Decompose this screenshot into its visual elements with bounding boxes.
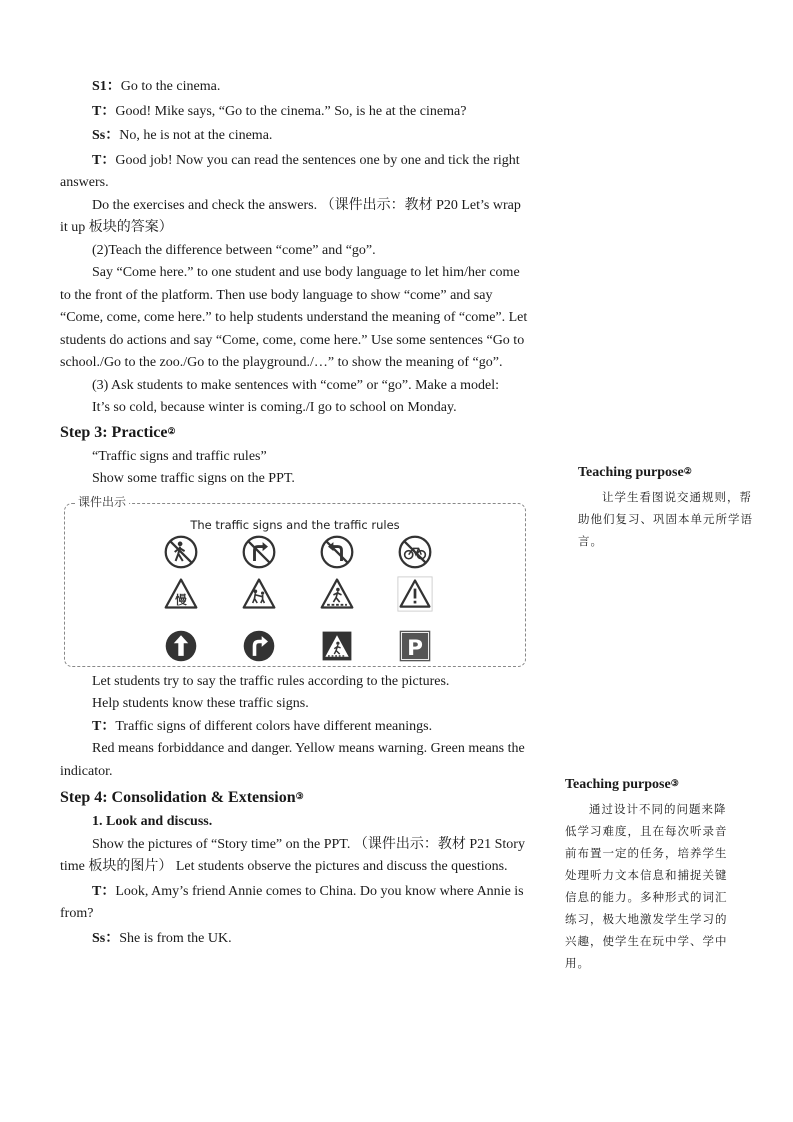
pedestrian-crossing-warning-icon xyxy=(319,576,355,612)
slow-down-warning-icon xyxy=(163,576,199,612)
para-2-body: Say “Come here.” to one student and use body language to let him/her come to the front of the platform. Then use body language to show “come” and say “Come, come, come here.” to help students understand the meaning of “come”. Let students do actions and say “Come, come, come here.” Use some sentences “Go to school./Go to the zoo./Go to the playground./…” to show the meaning of “go”. xyxy=(60,265,528,370)
dialogue-line: Ss：No, he is not at the cinema. xyxy=(92,128,273,143)
teaching-purpose-note-2 xyxy=(578,462,758,552)
no-right-turn-icon xyxy=(241,534,277,570)
para-3: (3) Ask students to make sentences with “come” or “go”. Make a model: xyxy=(92,377,500,393)
general-warning-icon xyxy=(397,576,433,612)
no-pedestrians-icon xyxy=(163,534,199,570)
para-2-title: (2)Teach the difference between “come” and “go”. xyxy=(92,242,376,258)
note-text: 让学生看图说交通规则，帮助他们复习、巩固本单元所学语言。 xyxy=(578,490,753,548)
main-content xyxy=(60,76,530,950)
parking-char: P xyxy=(407,635,423,661)
slow-char: 慢 xyxy=(175,592,187,607)
dialogue-line: Ss：She is from the UK. xyxy=(92,930,232,946)
step-4-subheading: 1. Look and discuss. xyxy=(92,814,213,829)
turn-right-icon xyxy=(241,628,277,664)
crosswalk-icon xyxy=(319,628,355,664)
box-title: The traffic signs and the traffic rules xyxy=(190,517,400,532)
go-straight-icon xyxy=(163,628,199,664)
step-4-heading: Step 4: Consolidation & Extension③ xyxy=(60,789,304,806)
dialogue-line: T：Traffic signs of different colors have different meanings. xyxy=(92,718,433,734)
children-crossing-icon xyxy=(241,576,277,612)
box-tag: 课件出示 xyxy=(75,494,129,510)
step-3-line: Show some traffic signs on the PPT. xyxy=(92,471,295,486)
step-3-heading: Step 3: Practice② xyxy=(60,423,176,441)
dialogue-line: T：Look, Amy’s friend Annie comes to China. Do you know where Annie is from? xyxy=(60,883,524,921)
parking-icon xyxy=(397,628,433,664)
dialogue-line: T：Good job! Now you can read the sentences one by one and tick the right answers. xyxy=(60,152,520,190)
note-text: 通过设计不同的问题来降低学习难度，且在每次听录音前布置一定的任务，培养学生处理听力文本信息和捕捉关键信息的能力。多种形式的词汇练习，极大地激发学生学习的兴趣，使学生在玩中学、学中用。 xyxy=(565,802,728,970)
step-3-line: Red means forbiddance and danger. Yellow means warning. Green means the indicator. xyxy=(60,741,525,779)
step-4-line: Show the pictures of “Story time” on the PPT. （课件出示：教材 P21 Story time 板块的图片） Let students observe the pictures and discuss the questions. xyxy=(60,836,525,874)
note-title: Teaching purpose② xyxy=(578,465,692,480)
step-3-line: Help students know these traffic signs. xyxy=(92,696,309,711)
ppt-display-box xyxy=(64,494,526,667)
dialogue-line: S1：Go to the cinema. xyxy=(92,79,221,94)
dialogue-line: T：Good! Mike says, “Go to the cinema.” So, is he at the cinema? xyxy=(92,103,467,119)
no-left-turn-icon xyxy=(319,534,355,570)
exercise-line: Do the exercises and check the answers. （课件出示：教材 P20 Let’s wrap it up 板块的答案） xyxy=(60,197,521,235)
teaching-purpose-note-3 xyxy=(565,774,735,974)
no-bicycles-icon xyxy=(397,534,433,570)
para-3-example: It’s so cold, because winter is coming./I go to school on Monday. xyxy=(92,400,457,415)
step-3-line: Let students try to say the traffic rules according to the pictures. xyxy=(92,673,450,689)
note-title: Teaching purpose③ xyxy=(565,777,679,792)
step-3-line: “Traffic signs and traffic rules” xyxy=(92,448,267,464)
